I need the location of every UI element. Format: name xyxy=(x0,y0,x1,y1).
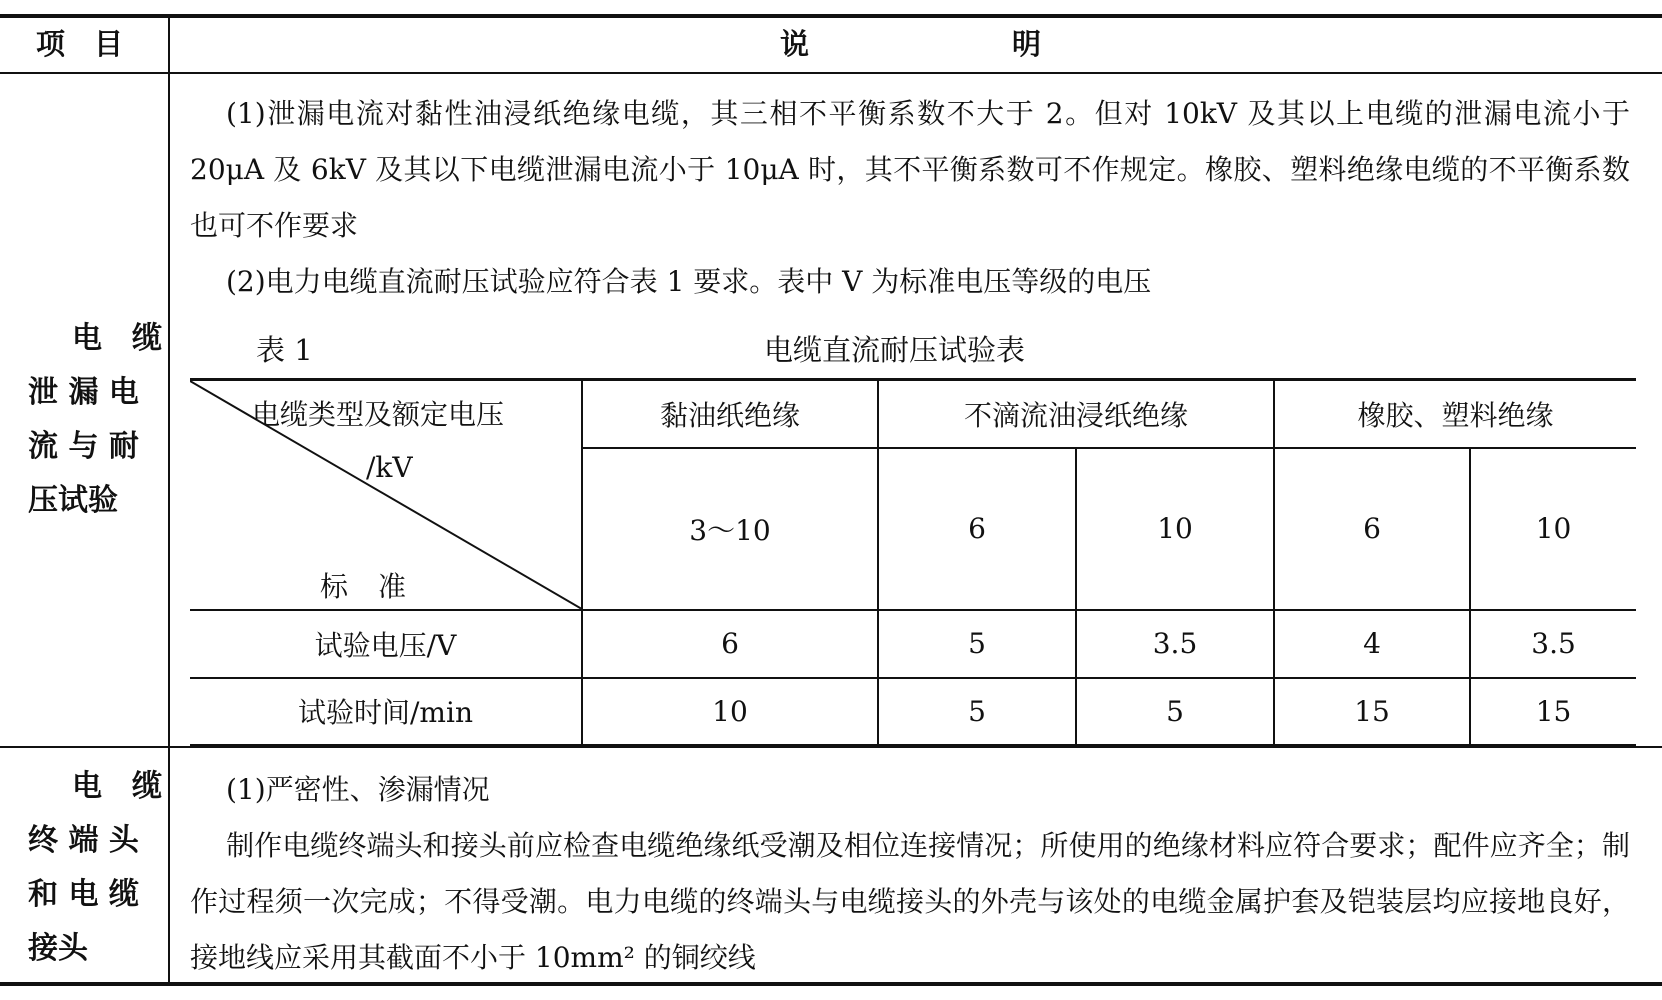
header-item: 项 目 xyxy=(36,27,124,61)
group-header-non-drip: 不滴流油浸纸绝缘 xyxy=(878,380,1274,448)
item-label-line: 接头 xyxy=(28,931,88,966)
table-caption-title: 电缆直流耐压试验表 xyxy=(764,333,1026,367)
value-cell: 4 xyxy=(1274,610,1470,678)
value-cell: 3.5 xyxy=(1470,610,1636,678)
value-cell: 6 xyxy=(582,610,878,678)
dc-withstand-test-table xyxy=(190,378,1636,746)
value-cell: 5 xyxy=(878,678,1076,746)
value-cell: 10 xyxy=(582,678,878,746)
sealing-paragraph-text: 制作电缆终端头和接头前应检查电缆绝缘纸受潮及相位连接情况；所使用的绝缘材料应符合要求；配件应齐全；制作过程须一次完成；不得受潮。电力电缆的终端头与电缆接头的外壳与该处的电缆金属护套及铠装层均应接地良好，接地线应采用其截面不小于 10mm² 的铜绞线 xyxy=(190,829,1630,974)
group-header-viscous-oil: 黏油纸绝缘 xyxy=(582,380,878,448)
item-label-line: 流 与 耐 xyxy=(28,429,139,464)
voltage-cell: 6 xyxy=(1274,448,1470,610)
column-divider xyxy=(168,14,170,986)
item-label-line: 和 电 缆 xyxy=(28,877,139,912)
voltage-cell: 10 xyxy=(1470,448,1636,610)
leakage-paragraph-1-text: (1)泄漏电流对黏性油浸纸绝缘电缆，其三相不平衡系数不大于 2。但对 10kV 及其以上电缆的泄漏电流小于 20μA 及 6kV 及其以下电缆泄漏电流小于 10μA 时，其不平衡系数可不作规定。橡胶、塑料绝缘电缆的不平衡系数也可不作要求 xyxy=(190,97,1630,242)
diag-unit-label: /kV xyxy=(366,451,413,484)
leakage-paragraph-2 xyxy=(190,254,1630,310)
value-cell: 15 xyxy=(1470,678,1636,746)
item-label-line: 电 缆 xyxy=(72,769,162,804)
table-top-rule xyxy=(0,14,1662,18)
leakage-paragraph-2-text: (2)电力电缆直流耐压试验应符合表 1 要求。表中 V 为标准电压等级的电压 xyxy=(226,265,1152,298)
item-label-leakage-test xyxy=(28,312,162,528)
sealing-paragraph xyxy=(190,818,1630,986)
diag-cable-type-label: 电缆类型及额定电压 xyxy=(252,398,505,431)
diagonal-header-cell xyxy=(190,380,582,610)
header-description: 说 明 xyxy=(780,27,1042,61)
value-cell: 15 xyxy=(1274,678,1470,746)
leakage-paragraph-1 xyxy=(190,86,1630,254)
item-label-line: 泄 漏 电 xyxy=(28,375,139,410)
table-caption-number: 表 1 xyxy=(256,333,313,367)
row-label-test-duration: 试验时间/min xyxy=(190,678,582,746)
item-label-line: 电 缆 xyxy=(72,321,162,356)
table-row xyxy=(190,678,1636,746)
value-cell: 5 xyxy=(878,610,1076,678)
voltage-cell: 3～10 xyxy=(582,448,878,610)
diag-standard-label: 标准 xyxy=(320,570,437,603)
item-label-line: 终 端 头 xyxy=(28,823,139,858)
value-cell: 3.5 xyxy=(1076,610,1274,678)
row-label-test-voltage: 试验电压/V xyxy=(190,610,582,678)
group-header-rubber-plastic: 橡胶、塑料绝缘 xyxy=(1274,380,1636,448)
value-cell: 5 xyxy=(1076,678,1274,746)
header-bottom-rule xyxy=(0,72,1662,74)
voltage-cell: 6 xyxy=(878,448,1076,610)
voltage-cell: 10 xyxy=(1076,448,1274,610)
item-label-terminal-joint xyxy=(28,760,162,976)
sealing-heading xyxy=(190,762,1630,818)
sealing-heading-text: (1)严密性、渗漏情况 xyxy=(226,773,490,806)
item-label-line: 压试验 xyxy=(28,483,118,518)
table-row xyxy=(190,610,1636,678)
